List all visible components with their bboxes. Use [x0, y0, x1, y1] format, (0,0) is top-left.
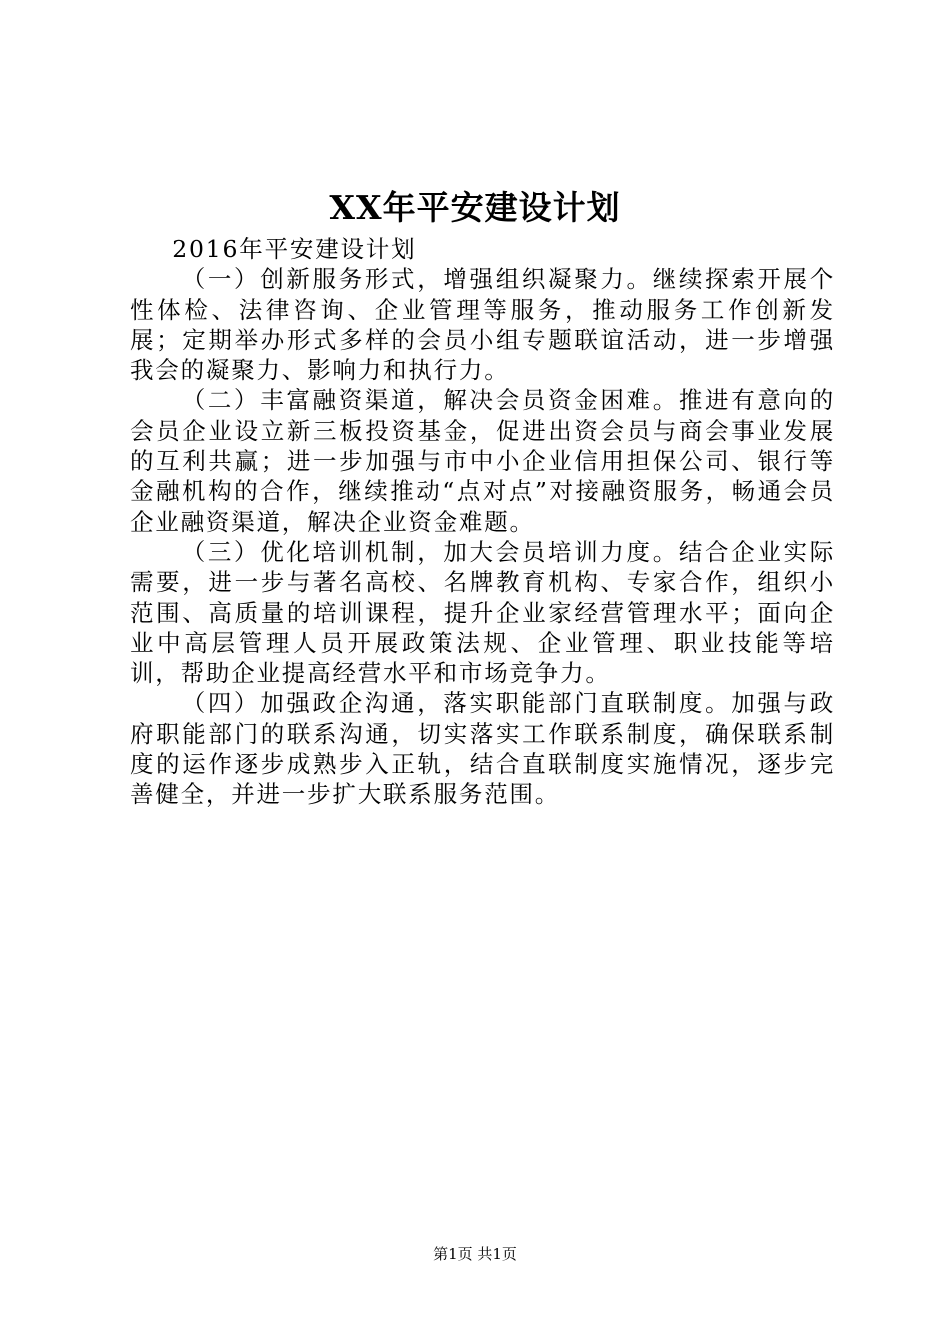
- paragraph-4: （四）加强政企沟通，落实职能部门直联制度。加强与政府职能部门的联系沟通，切实落实工作联系制度，确保联系制度的运作逐步成熟步入正轨，结合直联制度实施情况，逐步完善健全，并进一步扩大联系服务范围。: [130, 689, 835, 809]
- paragraph-1: （一）创新服务形式，增强组织凝聚力。继续探索开展个性体检、法律咨询、企业管理等服务，推动服务工作创新发展；定期举办形式多样的会员小组专题联谊活动，进一步增强我会的凝聚力、影响力和执行力。: [130, 265, 835, 385]
- document-body: [130, 234, 835, 810]
- document-title: XX年平安建设计划: [329, 188, 621, 227]
- paragraph-3: （三）优化培训机制，加大会员培训力度。结合企业实际需要，进一步与著名高校、名牌教育机构、专家合作，组织小范围、高质量的培训课程，提升企业家经营管理水平；面向企业中高层管理人员开展政策法规、企业管理、职业技能等培训，帮助企业提高经营水平和市场竞争力。: [130, 537, 835, 688]
- document-subtitle: 2016年平安建设计划: [172, 235, 417, 263]
- page-footer: 第1页 共1页: [433, 1245, 517, 1263]
- paragraph-2: （二）丰富融资渠道，解决会员资金困难。推进有意向的会员企业设立新三板投资基金，促进出资会员与商会事业发展的互利共赢；进一步加强与市中小企业信用担保公司、银行等金融机构的合作，继续推动“点对点”对接融资服务，畅通会员企业融资渠道，解决企业资金难题。: [130, 386, 835, 536]
